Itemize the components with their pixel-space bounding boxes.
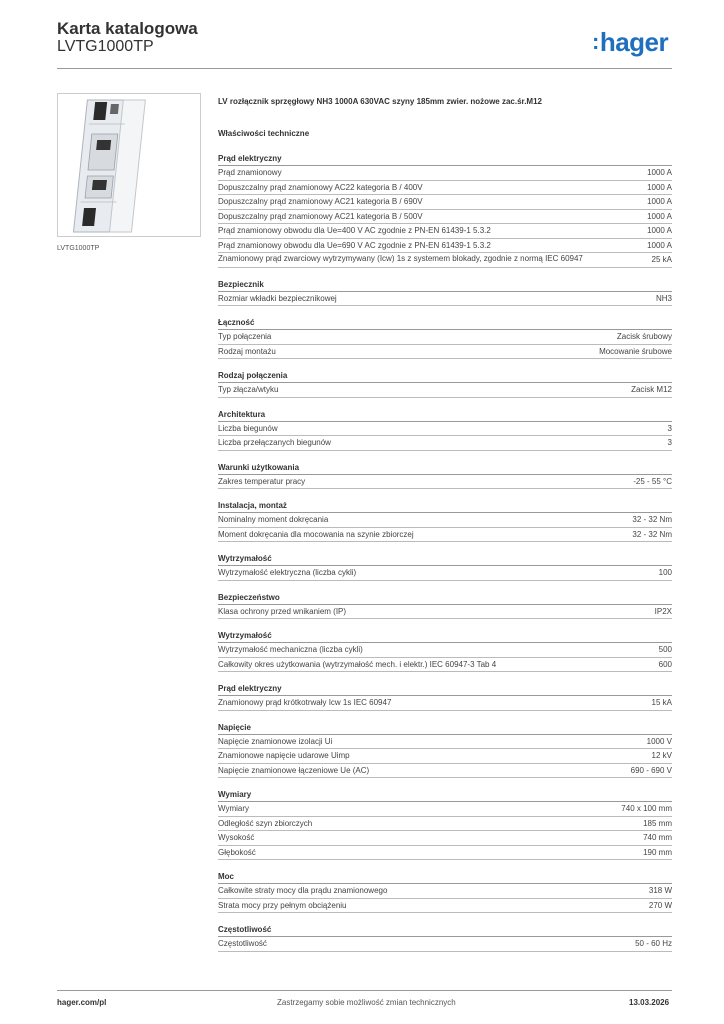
spec-label: Liczba przełączanych biegunów bbox=[218, 438, 331, 447]
spec-value: 25 kA bbox=[651, 255, 672, 264]
spec-section bbox=[218, 370, 672, 398]
spec-label: Znamionowy prąd zwarciowy wytrzymywany (Icw) 1s z systemem blokady, zgodnie z normą IEC 60947 bbox=[218, 254, 583, 263]
spec-section bbox=[218, 553, 672, 581]
spec-value: 500 bbox=[658, 645, 672, 654]
spec-value: 50 - 60 Hz bbox=[635, 939, 672, 948]
spec-row bbox=[218, 846, 672, 861]
spec-value: 32 - 32 Nm bbox=[632, 529, 672, 539]
section-heading: Łączność bbox=[218, 317, 672, 330]
spec-row bbox=[218, 643, 672, 658]
spec-row bbox=[218, 436, 672, 451]
spec-section bbox=[218, 683, 672, 711]
document-title: Karta katalogowa bbox=[57, 19, 198, 38]
spec-value: 1000 A bbox=[647, 197, 672, 206]
spec-label: Dopuszczalny prąd znamionowy AC22 kategoria B / 400V bbox=[218, 182, 423, 192]
spec-label: Napięcie znamionowe łączeniowe Ue (AC) bbox=[218, 765, 370, 775]
section-heading: Architektura bbox=[218, 409, 672, 422]
spec-section bbox=[218, 871, 672, 913]
spec-label: Odległość szyn zbiorczych bbox=[218, 818, 313, 828]
spec-row bbox=[218, 330, 672, 345]
spec-row bbox=[218, 696, 672, 711]
spec-section bbox=[218, 317, 672, 359]
spec-label: Typ złącza/wtyku bbox=[218, 385, 279, 394]
spec-label: Wytrzymałość mechaniczna (liczba cykli) bbox=[218, 645, 363, 654]
spec-value: 740 x 100 mm bbox=[621, 804, 672, 813]
product-description: LV rozłącznik sprzęgłowy NH3 1000A 630VAC szyny 185mm zwier. nożowe zac.śr.M12 bbox=[218, 97, 542, 106]
spec-label: Dopuszczalny prąd znamionowy AC21 kategoria B / 690V bbox=[218, 197, 423, 206]
spec-row bbox=[218, 817, 672, 832]
spec-value: Zacisk śrubowy bbox=[616, 332, 672, 341]
spec-label: Całkowite straty mocy dla prądu znamionowego bbox=[218, 886, 388, 895]
spec-value: 1000 A bbox=[647, 168, 672, 177]
spec-value: 190 mm bbox=[643, 847, 672, 857]
spec-section bbox=[218, 592, 672, 620]
spec-label: Klasa ochrony przed wnikaniem (IP) bbox=[218, 606, 347, 616]
spec-label: Rozmiar wkładki bezpiecznikowej bbox=[218, 293, 337, 303]
spec-label: Całkowity okres użytkowania (wytrzymałość mech. i elektr.) IEC 60947-3 Tab 4 bbox=[218, 659, 497, 669]
spec-value: 690 - 690 V bbox=[630, 765, 672, 775]
spec-value: IP2X bbox=[654, 606, 672, 616]
spec-value: 100 bbox=[658, 568, 672, 577]
spec-label: Napięcie znamionowe izolacji Ui bbox=[218, 736, 333, 746]
product-code-heading: LVTG1000TP bbox=[57, 38, 154, 55]
section-heading: Instalacja, montaż bbox=[218, 500, 672, 513]
spec-row bbox=[218, 937, 672, 952]
spec-label: Wymiary bbox=[218, 804, 250, 813]
spec-label: Prąd znamionowy bbox=[218, 168, 282, 177]
spec-section bbox=[218, 409, 672, 451]
spec-value: 270 W bbox=[648, 900, 672, 910]
spec-row bbox=[218, 475, 672, 490]
footer-disclaimer: Zastrzegamy sobie możliwość zmian technicznych bbox=[277, 998, 456, 1007]
spec-row bbox=[218, 764, 672, 779]
spec-section bbox=[218, 789, 672, 860]
spec-value: Zacisk M12 bbox=[631, 385, 672, 394]
spec-row bbox=[218, 383, 672, 398]
technical-properties-heading: Właściwości techniczne bbox=[218, 129, 310, 138]
spec-value: 12 kV bbox=[651, 751, 672, 760]
spec-value: 1000 A bbox=[647, 226, 672, 235]
spec-label: Wysokość bbox=[218, 833, 255, 842]
spec-row bbox=[218, 253, 672, 268]
footer-date: 13.03.2026 bbox=[629, 998, 670, 1007]
section-heading: Bezpieczeństwo bbox=[218, 592, 672, 605]
section-heading: Częstotliwość bbox=[218, 924, 672, 937]
spec-row bbox=[218, 210, 672, 225]
spec-label: Rodzaj montażu bbox=[218, 346, 276, 356]
spec-value: NH3 bbox=[655, 293, 672, 303]
spec-label: Zakres temperatur pracy bbox=[218, 476, 306, 486]
spec-value: 600 bbox=[658, 659, 672, 669]
spec-value: 1000 V bbox=[646, 736, 672, 746]
section-heading: Wytrzymałość bbox=[218, 553, 672, 566]
spec-row bbox=[218, 166, 672, 181]
product-content bbox=[218, 96, 672, 952]
logo-mark-icon: : bbox=[592, 29, 599, 54]
spec-value: 15 kA bbox=[651, 698, 672, 707]
spec-value: -25 - 55 °C bbox=[633, 476, 672, 486]
section-heading: Wytrzymałość bbox=[218, 630, 672, 643]
spec-section bbox=[218, 630, 672, 672]
spec-row bbox=[218, 735, 672, 750]
spec-row bbox=[218, 195, 672, 210]
section-heading: Moc bbox=[218, 871, 672, 884]
spec-row bbox=[218, 605, 672, 620]
spec-label: Prąd znamionowy obwodu dla Ue=690 V AC zgodnie z PN-EN 61439-1 5.3.2 bbox=[218, 240, 491, 250]
footer-website-link[interactable]: hager.com/pl bbox=[57, 998, 107, 1007]
spec-section bbox=[218, 279, 672, 307]
spec-row bbox=[218, 224, 672, 239]
spec-label: Nominalny moment dokręcania bbox=[218, 515, 329, 524]
spec-row bbox=[218, 345, 672, 360]
spec-row bbox=[218, 899, 672, 914]
section-heading: Prąd elektryczny bbox=[218, 683, 672, 696]
section-heading: Prąd elektryczny bbox=[218, 153, 672, 166]
spec-value: 3 bbox=[667, 423, 672, 433]
spec-value: 32 - 32 Nm bbox=[632, 515, 672, 524]
spec-value: 1000 A bbox=[647, 182, 672, 192]
spec-label: Znamionowe napięcie udarowe Uimp bbox=[218, 751, 350, 760]
spec-row bbox=[218, 239, 672, 254]
section-heading: Wymiary bbox=[218, 789, 672, 802]
section-heading: Bezpiecznik bbox=[218, 279, 672, 292]
spec-section bbox=[218, 722, 672, 779]
spec-value: Mocowanie śrubowe bbox=[599, 346, 672, 356]
spec-label: Wytrzymałość elektryczna (liczba cykli) bbox=[218, 568, 357, 577]
logo-text: hager bbox=[599, 27, 669, 57]
section-heading: Rodzaj połączenia bbox=[218, 370, 672, 383]
spec-section bbox=[218, 500, 672, 542]
spec-row bbox=[218, 658, 672, 673]
product-image bbox=[57, 93, 201, 237]
spec-row bbox=[218, 802, 672, 817]
spec-label: Prąd znamionowy obwodu dla Ue=400 V AC zgodnie z PN-EN 61439-1 5.3.2 bbox=[218, 226, 491, 235]
spec-label: Moment dokręcania dla mocowania na szynie zbiorczej bbox=[218, 529, 414, 539]
spec-value: 185 mm bbox=[643, 818, 672, 828]
spec-row bbox=[218, 884, 672, 899]
section-heading: Napięcie bbox=[218, 722, 672, 735]
spec-value: 3 bbox=[667, 438, 672, 447]
spec-value: 1000 A bbox=[647, 211, 672, 221]
spec-section bbox=[218, 153, 672, 268]
spec-row bbox=[218, 513, 672, 528]
section-heading: Warunki użytkowania bbox=[218, 462, 672, 475]
spec-row bbox=[218, 749, 672, 764]
spec-label: Typ połączenia bbox=[218, 332, 272, 341]
spec-label: Głębokość bbox=[218, 847, 256, 857]
product-image-caption: LVTG1000TP bbox=[57, 245, 100, 252]
spec-label: Znamionowy prąd krótkotrwały Icw 1s IEC 60947 bbox=[218, 698, 392, 707]
spec-row bbox=[218, 831, 672, 846]
spec-value: 1000 A bbox=[647, 240, 672, 250]
switch-disconnector-icon bbox=[58, 94, 200, 236]
footer-divider bbox=[57, 990, 672, 991]
spec-label: Liczba biegunów bbox=[218, 423, 278, 433]
spec-row bbox=[218, 292, 672, 307]
header-divider bbox=[57, 68, 672, 69]
spec-label: Strata mocy przy pełnym obciążeniu bbox=[218, 900, 347, 910]
spec-value: 318 W bbox=[648, 886, 672, 895]
spec-label: Dopuszczalny prąd znamionowy AC21 kategoria B / 500V bbox=[218, 211, 423, 221]
spec-section bbox=[218, 462, 672, 490]
spec-row bbox=[218, 566, 672, 581]
spec-row bbox=[218, 422, 672, 437]
spec-row bbox=[218, 528, 672, 543]
spec-value: 740 mm bbox=[643, 833, 672, 842]
spec-section bbox=[218, 924, 672, 952]
spec-row bbox=[218, 181, 672, 196]
technical-sections bbox=[218, 153, 672, 952]
hager-logo[interactable] bbox=[592, 27, 668, 58]
spec-label: Częstotliwość bbox=[218, 939, 267, 948]
